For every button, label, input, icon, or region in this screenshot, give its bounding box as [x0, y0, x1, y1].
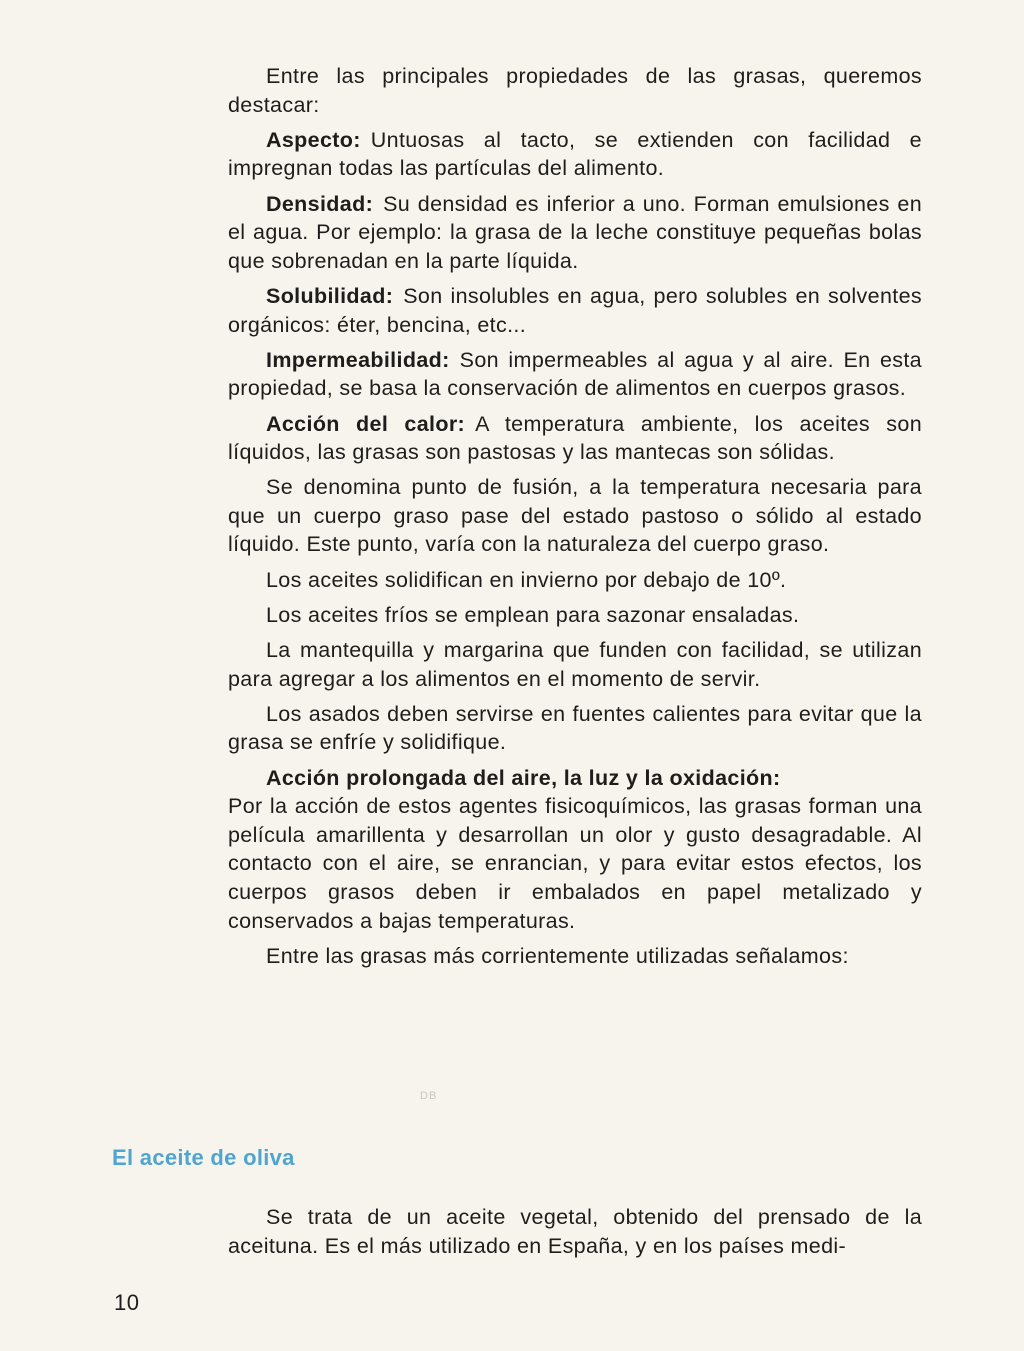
paragraph-accion-calor	[228, 410, 922, 467]
paragraph-solidifican	[228, 566, 922, 595]
paragraph-aceites-frios	[228, 601, 922, 630]
paragraph-text: Son impermeables al agua y al aire. En esta propiedad, se basa la conservación de alimentos en cuerpos grasos.	[228, 347, 922, 401]
paragraph-asados	[228, 700, 922, 757]
term-label: Densidad:	[266, 191, 374, 216]
paragraph-text: Los aceites solidifican en invierno por debajo de 10º.	[266, 567, 787, 592]
page-number: 10	[114, 1290, 140, 1315]
paragraph-text: Son insolubles en agua, pero solubles en solventes orgánicos: éter, bencina, etc...	[228, 283, 922, 337]
paragraph-densidad	[228, 190, 922, 276]
paragraph-text: Los aceites fríos se emplean para sazonar ensaladas.	[266, 602, 800, 627]
paragraph-text: Entre las principales propiedades de las grasas, queremos destacar:	[228, 64, 922, 117]
paragraph-text: Untuosas al tacto, se extienden con facilidad e impregnan todas las partículas del alimento.	[228, 127, 922, 181]
paragraph-aceite-oliva: Se trata de un aceite vegetal, obtenido del prensado de la aceituna. Es el más utilizado en España, y en los países medi-	[228, 1205, 922, 1258]
paragraph-intro	[228, 62, 922, 119]
paragraph-text: Los asados deben servirse en fuentes calientes para evitar que la grasa se enfríe y solidifique.	[228, 701, 922, 755]
term-label: Aspecto:	[266, 127, 361, 152]
section-heading: El aceite de oliva	[112, 1145, 295, 1170]
paragraph-text: Por la acción de estos agentes fisicoquímicos, las grasas forman una película amarillenta y desarrollan un olor y gusto desagradable. Al contacto con el aire, se enrancian, y para evitar estos efectos, los cuerpos grasos deben ir embalados en papel metalizado y conservados a bajas temperaturas.	[228, 794, 922, 933]
paragraph-mantequilla	[228, 636, 922, 693]
term-label: Impermeabilidad:	[266, 347, 450, 372]
paragraph-text: Se denomina punto de fusión, a la temperatura necesaria para que un cuerpo graso pase del estado pastoso o sólido al estado líquido. Este punto, varía con la naturaleza del cuerpo graso.	[228, 475, 922, 557]
paragraph-solubilidad	[228, 282, 922, 339]
paragraph-punto-fusion	[228, 473, 922, 559]
term-label: Acción del calor:	[266, 411, 466, 436]
paragraph-text: Su densidad es inferior a uno. Forman emulsiones en el agua. Por ejemplo: la grasa de la leche constituye pequeñas bolas que sobrenadan en la parte líquida.	[228, 191, 922, 273]
term-label: Solubilidad:	[266, 283, 394, 308]
paragraph-entre-grasas	[228, 942, 922, 971]
paragraph-impermeabilidad	[228, 346, 922, 403]
paragraph-oxidacion	[228, 764, 922, 936]
paragraph-aspecto	[228, 126, 922, 183]
body-text	[228, 62, 922, 977]
paragraph-text: Entre las grasas más corrientemente utilizadas señalamos:	[266, 943, 849, 968]
library-stamp: DB	[420, 1090, 438, 1102]
term-label: Acción prolongada del aire, la luz y la oxidación:	[266, 765, 781, 790]
section-body	[228, 1203, 922, 1260]
paragraph-text: A temperatura ambiente, los aceites son líquidos, las grasas son pastosas y las mantecas son sólidas.	[228, 411, 922, 465]
paragraph-text: La mantequilla y margarina que funden con facilidad, se utilizan para agregar a los alimentos en el momento de servir.	[228, 638, 922, 691]
